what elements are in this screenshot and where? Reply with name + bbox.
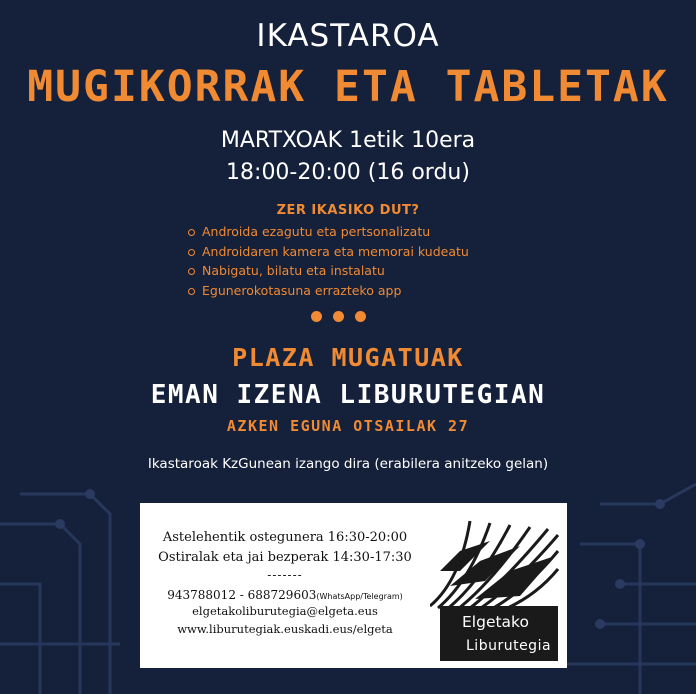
separator: ------- [267, 568, 303, 582]
course-title: MUGIKORRAK ETA TABLETAK [27, 62, 669, 112]
dot-icon [311, 311, 322, 322]
weekday-hours: Astelehentik ostegunera 16:30-20:00 [162, 530, 408, 545]
friday-hours: Ostiralak eta jai bezperak 14:30-17:30 [158, 550, 412, 565]
course-dates: MARTXOAK 1etik 10era [220, 128, 476, 153]
logo-text-liburutegia: Liburutegia [466, 638, 552, 654]
bullet-icon [188, 288, 195, 295]
list-item: Nabigatu, bilatu eta instalatu [188, 261, 469, 281]
dot-icon [333, 311, 344, 322]
bullet-icon [188, 229, 195, 236]
location-note: Ikastaroak KzGunean izango dira (erabilera anitzeko gelan) [147, 456, 549, 472]
phone-numbers: 943788012 - 688729603(WhatsApp/Telegram) [167, 588, 403, 602]
course-hours: 18:00-20:00 (16 ordu) [226, 160, 470, 185]
list-item: Egunerokotasuna errazteko app [188, 281, 469, 301]
deadline-text: AZKEN EGUNA OTSAILAK 27 [226, 417, 470, 435]
list-item: Androidaren kamera eta memorai kudeatu [188, 242, 469, 262]
bullet-icon [188, 249, 195, 256]
limited-places: PLAZA MUGATUAK [232, 343, 464, 372]
learn-heading: ZER IKASIKO DUT? [276, 203, 420, 218]
learn-list [188, 222, 469, 300]
list-item: Androida ezagutu eta pertsonalizatu [188, 222, 469, 242]
dot-icon [355, 311, 366, 322]
phones-note: (WhatsApp/Telegram) [316, 592, 403, 601]
contact-card [140, 503, 567, 668]
course-kicker: IKASTAROA [256, 18, 440, 54]
bullet-icon [188, 268, 195, 275]
signup-text: EMAN IZENA LIBURUTEGIAN [150, 380, 546, 410]
web-link[interactable]: www.liburutegiak.euskadi.eus/elgeta [177, 622, 393, 636]
email-link[interactable]: elgetakoliburutegia@elgeta.eus [192, 604, 378, 618]
logo-text-elgetako: Elgetako [462, 613, 529, 631]
